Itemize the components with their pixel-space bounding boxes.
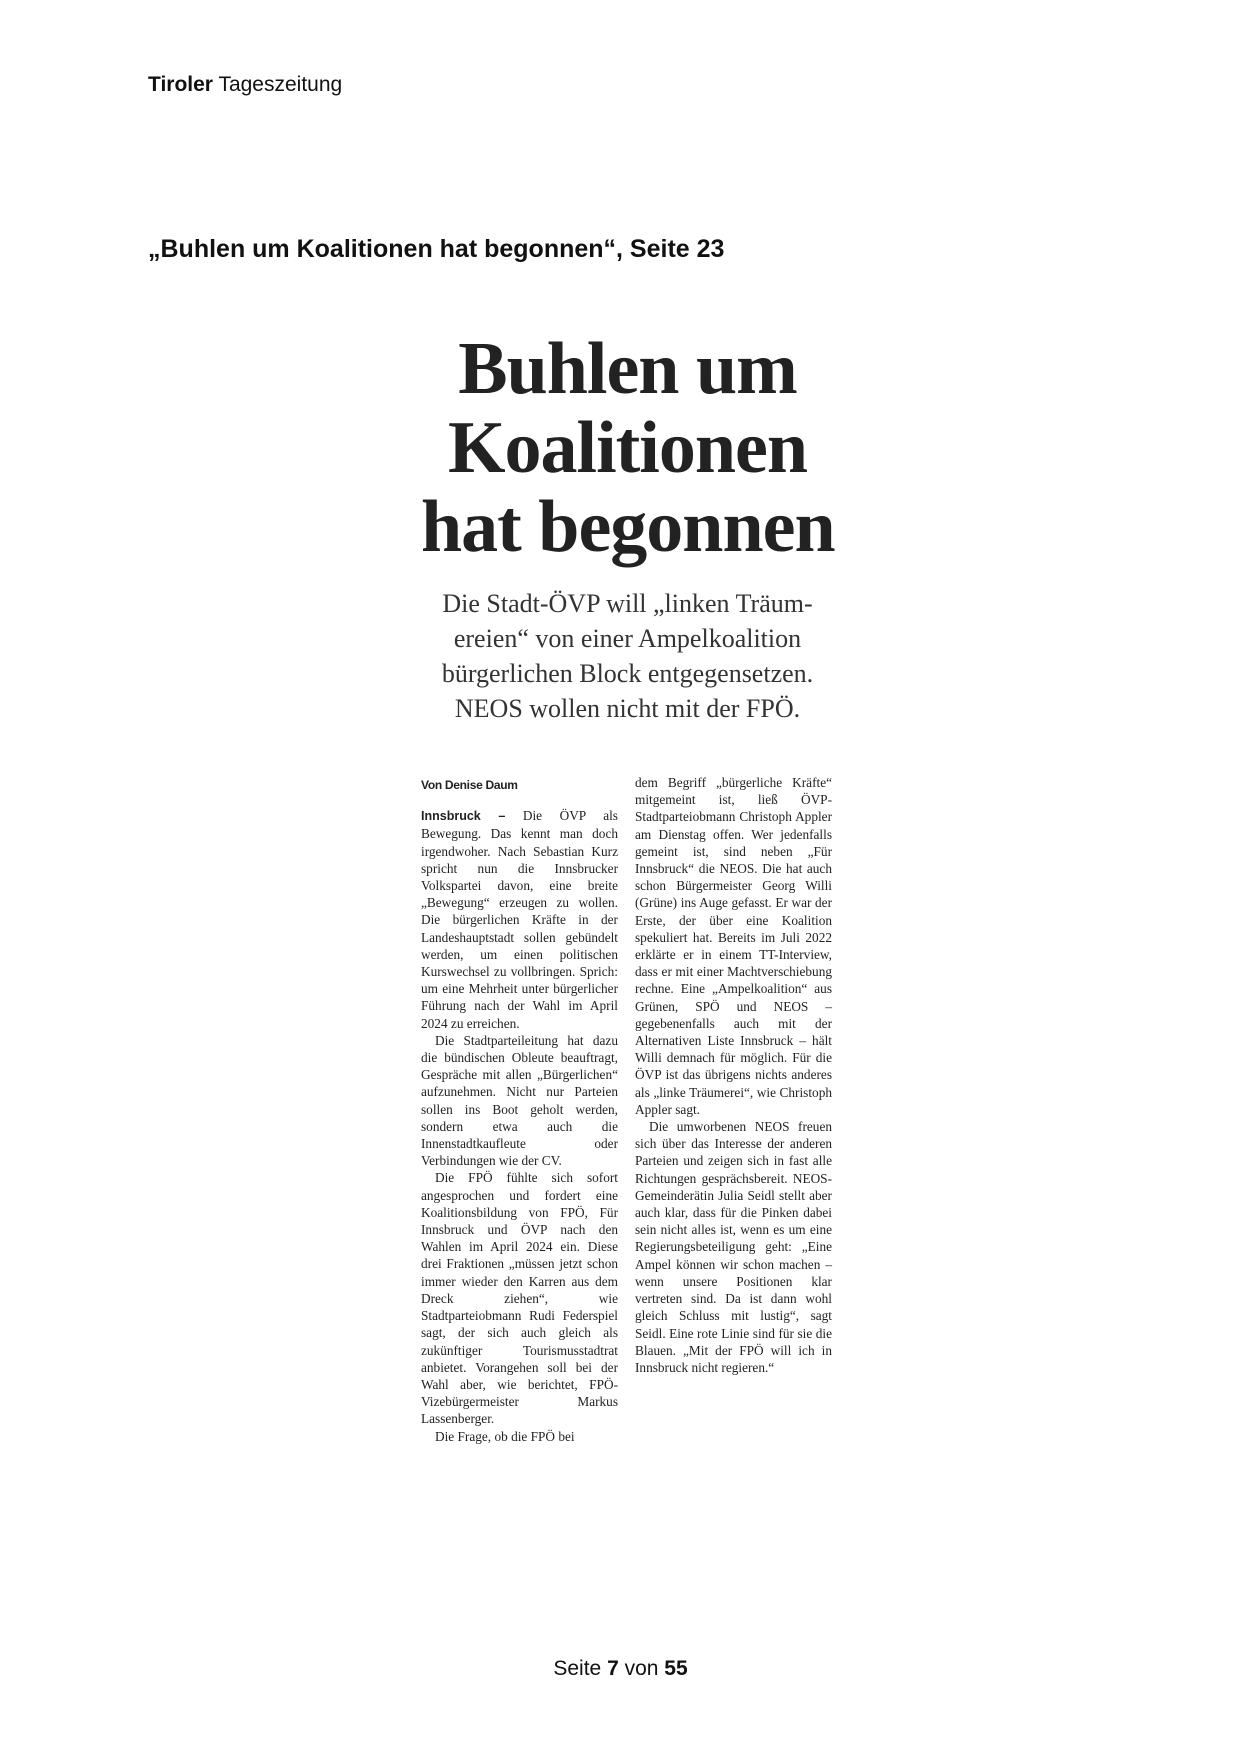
article-subheadline: [421, 586, 834, 726]
article-column-right: [635, 774, 832, 1376]
publication-name-rest: Tageszeitung: [218, 73, 343, 96]
article-page-reference: „Buhlen um Koalitionen hat begonnen“, Seite 23: [148, 235, 725, 263]
body-paragraph: dem Begriff „bürgerliche Kräfte“ mitgemeint ist, ließ ÖVP-Stadtparteiobmann Christoph Appler am Dienstag offen. Wer jedenfalls gemeint ist, sind neben „Für Innsbruck“ die NEOS. Die hat auch schon Bürgermeister Georg Willi (Grüne) ins Auge gefasst. Er war der Erste, der über eine Koalition spekuliert hat. Bereits im Juli 2022 erklärte er in einem TT-Interview, dass er mit einer Machtverschiebung rechne. Eine „Ampelkoalition“ aus Grünen, SPÖ und NEOS – gegebenenfalls auch mit der Alternativen Liste Innsbruck – hält Willi demnach für möglich. Für die ÖVP ist das übrigens nichts anderes als „linke Träumerei“, wie Christoph Appler sagt.: [635, 775, 832, 1117]
subhead-line: bürgerlichen Block entgegensetzen.: [441, 659, 814, 688]
body-paragraph: [421, 807, 618, 1032]
article-byline: Von Denise Daum: [421, 778, 518, 792]
headline-line: Buhlen um: [458, 328, 797, 410]
page-number-current: 7: [607, 1657, 619, 1680]
body-paragraph: Die Frage, ob die FPÖ bei: [435, 1428, 575, 1444]
page-number-separator: von: [624, 1657, 659, 1680]
headline-line: hat begonnen: [421, 486, 835, 568]
article-dateline: Innsbruck –: [421, 809, 506, 824]
subhead-line: Die Stadt-ÖVP will „linken Träum-: [442, 589, 813, 618]
body-paragraph: Die Stadtparteileitung hat dazu die bündischen Obleute beauftragt, Gespräche mit allen „Bürgerlichen“ aufzunehmen. Nicht nur Parteien sollen ins Boot geholt werden, sondern etwa auch die Innenstadtkaufleute oder Verbindungen wie der CV.: [421, 1032, 618, 1169]
publication-name: [148, 73, 342, 97]
page-number-total: 55: [664, 1657, 688, 1680]
body-paragraph-text: Die ÖVP als Bewegung. Das kennt man doch irgendwoher. Nach Sebastian Kurz spricht nun die Innsbrucker Volkspartei davon, eine breite „Bewegung“ erzeugen zu wollen. Die bürgerlichen Kräfte in der Landeshauptstadt sollen gebündelt werden, um einen politischen Kurswechsel zu vollbringen. Sprich: um eine Mehrheit unter bürgerlicher Führung nach der Wahl im April 2024 zu erreichen.: [421, 808, 618, 1031]
subhead-line: ereien“ von einer Ampelkoalition: [453, 624, 802, 653]
page-number-prefix: Seite: [553, 1657, 602, 1680]
publication-name-bold: Tiroler: [148, 73, 213, 96]
body-paragraph: Die FPÖ fühlte sich sofort angesprochen und fordert eine Koalitionsbildung von FPÖ, Für Innsbruck und ÖVP nach den Wahlen im April 2024 ein. Diese drei Fraktionen „müssen jetzt schon immer wieder den Karren aus dem Dreck ziehen“, wie Stadtparteiobmann Rudi Federspiel sagt, der sich auch gleich als zukünftiger Tourismusstadtrat anbietet. Vorangehen soll bei der Wahl aber, wie berichtet, FPÖ-Vizebürgermeister Markus Lassenberger.: [421, 1170, 618, 1427]
headline-line: Koalitionen: [447, 407, 808, 489]
article-clipping: [421, 328, 835, 1444]
page-number: [0, 1657, 1241, 1681]
body-paragraph: Die umworbenen NEOS freuen sich über das Interesse der anderen Parteien und zeigen sich in fast alle Richtungen gesprächsbereit. NEOS-Gemeinderätin Julia Seidl stellt aber auch klar, dass für die Pinken dabei sein nicht alles ist, wenn es um eine Regierungsbeteiligung geht: „Eine Ampel können wir schon machen – wenn unsere Positionen klar vertreten sind. Da ist dann wohl gleich Schluss mit lustig“, sagt Seidl. Eine rote Linie sind für sie die Blauen. „Mit der FPÖ will ich in Innsbruck nicht regieren.“: [635, 1119, 832, 1375]
subhead-line: NEOS wollen nicht mit der FPÖ.: [454, 694, 801, 723]
article-column-left: [421, 777, 618, 1445]
article-headline: [421, 330, 834, 567]
